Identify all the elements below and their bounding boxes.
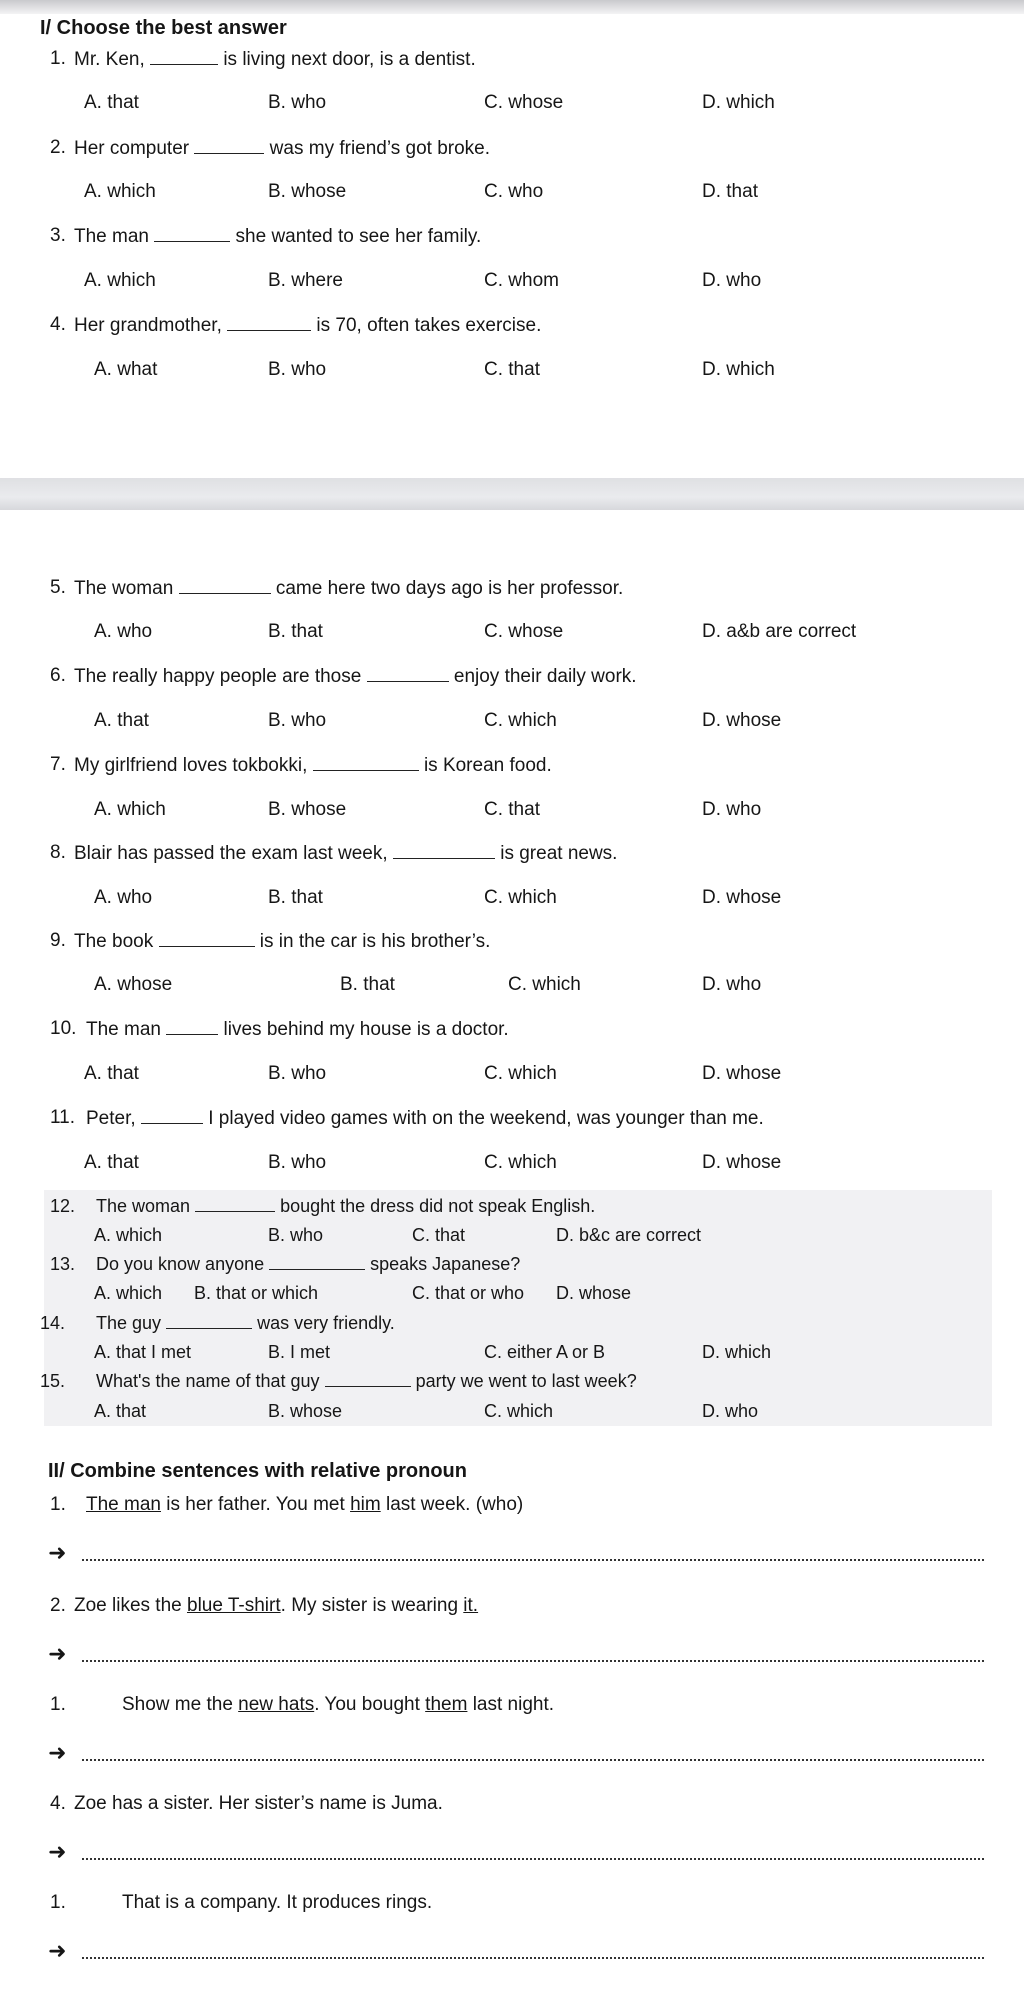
top-shadow [0,0,1024,14]
answer-option: D. whose [702,710,782,731]
item-number: 1. [50,1694,66,1715]
question-number: 15. [40,1371,66,1391]
combine-sentence [74,1595,478,1617]
item-number: 4. [50,1793,66,1814]
question-number: 5. [50,577,66,598]
answer-option: A. who [94,887,153,908]
answer-blank [166,1018,218,1035]
answer-blank [159,930,255,947]
item-number: 2. [50,1595,66,1616]
question-number: 2. [50,137,66,158]
answer-blank [141,1107,203,1124]
answer-option: A. that [84,1152,139,1173]
answer-option: D. who [702,799,762,820]
sentence-part: That is a company. It produces rings. [122,1892,433,1913]
question-text-after: is Korean food. [423,755,552,776]
section2-heading: II/ Combine sentences with relative pronoun [48,1460,467,1482]
question-stem [96,1370,637,1392]
answer-option: D. a&b are correct [702,621,857,642]
answer-option: B. who [268,92,327,113]
answer-arrow-icon: ➜ [48,1740,67,1765]
combine-sentence [122,1694,554,1716]
answer-option: B. that [340,974,395,995]
answer-blank [325,1370,411,1387]
question-text-after: is in the car is his brother’s. [259,931,491,952]
answer-blank [313,754,419,771]
question-number: 6. [50,665,66,686]
question-number: 3. [50,225,66,246]
answer-option: D. whose [702,1152,782,1173]
sentence-part: last week. (who) [380,1494,524,1515]
answer-option: C. which [484,710,557,731]
question-stem [96,1253,520,1275]
sentence-part: Show me the [122,1694,239,1715]
answer-option: A. which [84,270,156,291]
answer-option: A. that I met [94,1342,192,1362]
page-separator [0,478,1024,510]
answer-blank [166,1312,252,1329]
sentence-part: . My sister is wearing [280,1595,464,1616]
answer-line [82,1759,984,1761]
answer-option: C. either A or B [484,1342,606,1362]
question-stem [74,577,623,600]
answer-option: C. which [484,1401,554,1421]
answer-option: D. who [702,974,762,995]
sentence-part: Zoe has a sister. Her sister’s name is Juma. [74,1793,443,1814]
combine-sentence [74,1793,443,1815]
question-text-before: Her grandmother, [74,315,222,336]
answer-option: B. that or which [194,1283,319,1303]
answer-blank [179,577,271,594]
answer-option: B. that [268,621,323,642]
answer-option: B. who [268,1152,327,1173]
answer-option: D. which [702,1342,772,1362]
answer-option: D. who [702,1401,759,1421]
answer-blank [393,842,495,859]
underlined-phrase: them [425,1694,468,1715]
answer-line [82,1559,984,1561]
underlined-phrase: blue T-shirt [187,1595,281,1616]
answer-option: C. who [484,181,544,202]
answer-arrow-icon: ➜ [48,1839,67,1864]
answer-option: B. who [268,1225,324,1245]
question-stem [74,48,476,71]
answer-line [82,1858,984,1860]
question-text-before: The woman [96,1196,191,1216]
answer-option: B. who [268,1063,327,1084]
question-number: 8. [50,842,66,863]
question-text-before: Mr. Ken, [74,49,145,70]
answer-option: D. which [702,359,775,380]
answer-option: A. which [94,1225,163,1245]
answer-option: A. that [94,1401,147,1421]
answer-option: D. b&c are correct [556,1225,702,1245]
sentence-part: . You bought [314,1694,426,1715]
question-text-after: I played video games with on the weekend, was younger than me. [208,1108,764,1129]
answer-option: D. whose [702,1063,782,1084]
question-text-after: came here two days ago is her professor. [275,578,624,599]
underlined-phrase: new hats [238,1694,315,1715]
question-number: 4. [50,314,66,335]
question-text-after: speaks Japanese? [370,1254,521,1274]
answer-option: A. who [94,621,153,642]
question-text-after: is living next door, is a dentist. [223,49,476,70]
answer-option: A. what [94,359,158,380]
underlined-phrase: it. [463,1595,479,1616]
combine-sentence [86,1494,523,1516]
answer-option: C. that [412,1225,466,1245]
answer-option: C. that or who [412,1283,525,1303]
answer-line [82,1957,984,1959]
question-number: 1. [50,48,66,69]
question-text-after: is 70, often takes exercise. [316,315,542,336]
answer-option: C. which [508,974,581,995]
question-text-before: Blair has passed the exam last week, [74,843,388,864]
answer-option: D. who [702,270,762,291]
answer-option: D. whose [556,1283,632,1303]
answer-option: A. that [94,710,149,731]
question-text-before: The woman [74,578,174,599]
answer-arrow-icon: ➜ [48,1641,67,1666]
question-text-after: was very friendly. [257,1313,395,1333]
section1-heading: I/ Choose the best answer [40,17,287,39]
combine-sentence [122,1892,432,1914]
answer-blank [154,225,230,242]
item-number: 1. [50,1494,66,1515]
answer-option: B. that [268,887,323,908]
question-text-before: My girlfriend loves tokbokki, [74,755,308,776]
question-text-before: The man [86,1019,161,1040]
answer-blank [194,137,264,154]
answer-line [82,1660,984,1662]
answer-option: C. whose [484,92,564,113]
answer-option: D. whose [702,887,782,908]
question-text-before: Peter, [86,1108,136,1129]
answer-blank [195,1195,275,1212]
question-stem [74,842,617,865]
question-stem [96,1312,395,1334]
answer-blank [269,1253,365,1270]
question-text-after: was my friend’s got broke. [269,138,491,159]
answer-option: D. that [702,181,758,202]
question-stem [74,137,490,160]
question-stem [86,1107,764,1130]
sentence-part: is her father. You met [160,1494,351,1515]
question-text-before: The guy [96,1313,162,1333]
underlined-phrase: him [350,1494,381,1515]
answer-option: B. where [268,270,343,291]
question-text-after: lives behind my house is a doctor. [223,1019,509,1040]
answer-arrow-icon: ➜ [48,1938,67,1963]
question-text-after: enjoy their daily work. [453,666,637,687]
question-stem [86,1018,509,1041]
question-number: 14. [40,1313,66,1333]
underlined-phrase: The man [86,1494,161,1515]
question-stem [74,225,481,248]
answer-blank [227,314,311,331]
sentence-part: last night. [467,1694,555,1715]
answer-option: C. whose [484,621,564,642]
question-text-after: she wanted to see her family. [235,226,482,247]
answer-option: C. that [484,359,540,380]
answer-option: B. who [268,710,327,731]
answer-option: C. which [484,1152,557,1173]
answer-option: D. which [702,92,775,113]
question-number: 10. [50,1018,77,1039]
answer-option: B. whose [268,799,347,820]
answer-option: B. I met [268,1342,331,1362]
question-number: 9. [50,930,66,951]
answer-option: A. which [94,1283,163,1303]
question-number: 12. [50,1196,76,1216]
answer-option: B. whose [268,1401,343,1421]
question-text-before: Her computer [74,138,190,159]
answer-option: A. that [84,92,139,113]
question-number: 11. [50,1107,76,1128]
question-number: 13. [50,1254,76,1274]
question-stem [74,665,637,688]
answer-option: B. who [268,359,327,380]
question-text-before: The man [74,226,149,247]
answer-option: A. whose [94,974,173,995]
answer-option: C. whom [484,270,559,291]
answer-option: A. that [84,1063,139,1084]
answer-option: A. which [84,181,156,202]
answer-blank [150,48,218,65]
question-stem [74,930,490,953]
question-text-before: What's the name of that guy [96,1371,320,1391]
question-text-before: The book [74,931,154,952]
answer-option: A. which [94,799,166,820]
answer-option: C. that [484,799,540,820]
question-stem [96,1195,595,1217]
question-text-after: party we went to last week? [415,1371,637,1391]
answer-blank [367,665,449,682]
answer-arrow-icon: ➜ [48,1540,67,1565]
question-text-after: bought the dress did not speak English. [280,1196,596,1216]
question-number: 7. [50,754,66,775]
answer-option: C. which [484,1063,557,1084]
item-number: 1. [50,1892,66,1913]
question-stem [74,754,552,777]
sentence-part: Zoe likes the [74,1595,187,1616]
question-text-after: is great news. [500,843,618,864]
answer-option: B. whose [268,181,347,202]
question-stem [74,314,541,337]
question-text-before: Do you know anyone [96,1254,265,1274]
question-text-before: The really happy people are those [74,666,362,687]
answer-option: C. which [484,887,557,908]
